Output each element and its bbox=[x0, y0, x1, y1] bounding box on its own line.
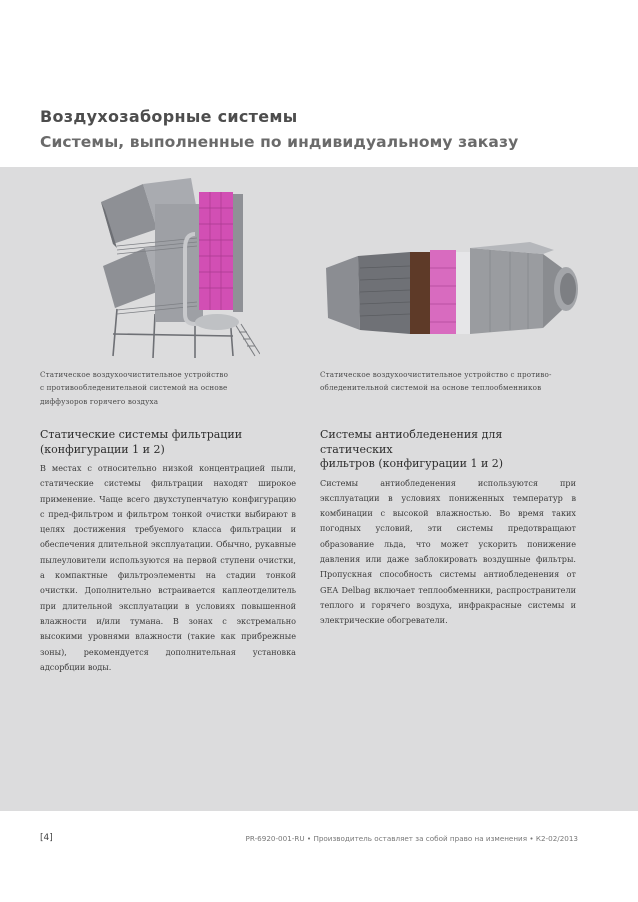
page-number: [4] bbox=[40, 833, 53, 843]
static-filtration-section bbox=[40, 428, 296, 675]
section-body: В местах с относительно низкой концентрацией пыли, статические системы фильтрации находят широкое применение. Чаще всего двухступенчатую конфигурацию с пред-фильтром и фильтром тонкой очистки выбирают в целях достижения требуемого класса фильтрации и обеспечения длительной эксплуатации. Обычно, рукавные пылеуловители используются на первой ступени очистки, а компактные фильтроэлементы на стадии тонкой очистки. Дополнительно встраивается каплеотделитель при длительной эксплуатации в условиях повышенной влажности и/или тумана. В зонах с экстремально высокими уровнями влажности (такие как прибрежные зоны), рекомендуется дополнительная установка адсорбции воды. bbox=[40, 463, 296, 672]
section-heading: Статические системы фильтрации (конфигурации 1 и 2) bbox=[40, 428, 243, 456]
air-intake-unit-horizontal-image bbox=[318, 238, 580, 340]
figure-caption-1: Статическое воздухоочистительное устройство с противообледенительной системой на основе диффузоров горячего воздуха bbox=[40, 370, 229, 406]
section-body: Системы антиобледенения используются при эксплуатации в условиях пониженных температур в комбинации с высокой влажностью. Во время таких погодных условий, эти системы предотвращают образование льда, что может ускорить понижение давления или даже заблокировать воздушные фильтры. Пропускная способность системы антиобледенения от GEA Delbag включает теплообменники, распространители теплого и горячего воздуха, инфракрасные системы и электрические обогреватели. bbox=[320, 477, 576, 626]
footer-note: PR-6920-001-RU • Производитель оставляет за собой право на изменения • К2-02/2013 bbox=[245, 834, 578, 843]
anti-icing-section bbox=[320, 428, 576, 628]
air-intake-unit-vertical-image bbox=[95, 174, 260, 360]
page-subtitle: Системы, выполненные по индивидуальному заказу bbox=[40, 133, 519, 151]
figure-caption-2: Статическое воздухоочистительное устройство с противо- обледенительной системой на основе теплообменников bbox=[320, 370, 552, 393]
section-heading: Системы антиобледенения для статических фильтров (конфигурации 1 и 2) bbox=[320, 428, 504, 470]
page-title: Воздухозаборные системы bbox=[40, 107, 298, 126]
